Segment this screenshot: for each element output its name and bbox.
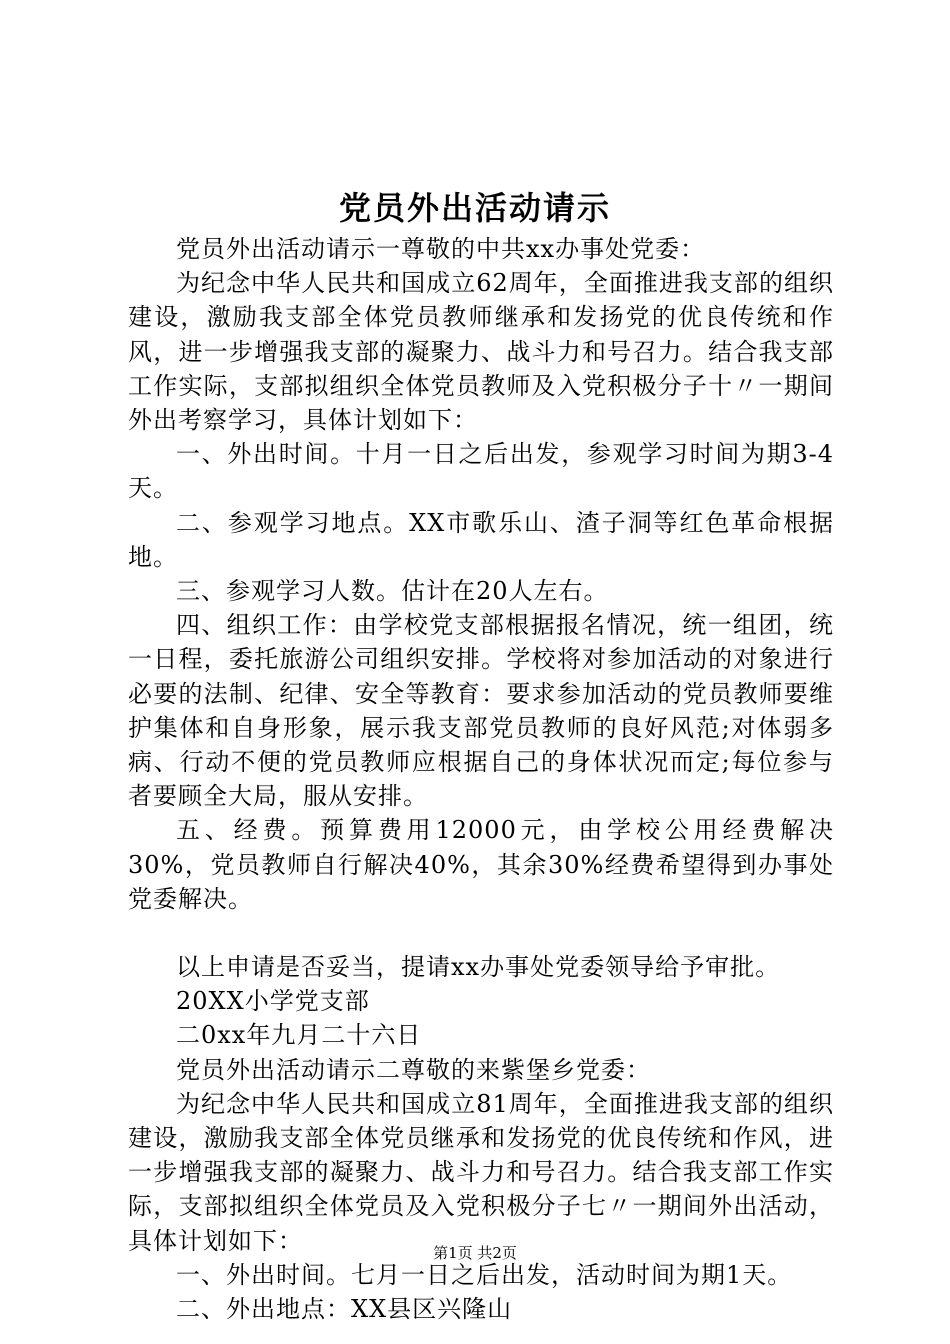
paragraph-item-place-2: 二、外出地点：XX县区兴隆山 [176, 1295, 513, 1324]
page-footer: 第1页 共2页 [433, 1244, 517, 1262]
paragraph-item-funding-1: 五、经费。预算费用12000元，由学校公用经费解决30%，党员教师自行解决40%，其余30%经费希望得到办事处党委解决。 [128, 816, 834, 913]
paragraph-item-people-1: 三、参观学习人数。估计在20人左右。 [176, 577, 609, 606]
paragraph-salutation-1: 党员外出活动请示一尊敬的中共xx办事处党委： [176, 235, 706, 263]
paragraph-salutation-2: 党员外出活动请示二尊敬的来紫堡乡党委： [176, 1055, 651, 1084]
paragraph-item-organization-1: 四、组织工作：由学校党支部根据报名情况，统一组团，统一日程，委托旅游公司组织安排。学校将对参加活动的对象进行必要的法制、纪律、安全等教育：要求参加活动的党员教师要维护集体和自身形象，展示我支部党员教师的良好风范;对体弱多病、行动不便的党员教师应根据自己的身体状况而定;每位参与者要顾全大局，服从安排。 [128, 611, 834, 811]
paragraph-intro-2: 为纪念中华人民共和国成立81周年，全面推进我支部的组织建设，激励我支部全体党员继承和发扬党的优良传统和作风，进一步增强我支部的凝聚力、战斗力和号召力。结合我支部工作实际，支部拟组织全体党员及入党积极分子七〃一期间外出活动，具体计划如下： [128, 1089, 834, 1255]
paragraph-item-time-1: 一、外出时间。十月一日之后出发，参观学习时间为期3-4天。 [128, 440, 834, 503]
document-body [128, 232, 834, 1326]
paragraph-signature-org: 20XX小学党支部 [176, 987, 370, 1016]
paragraph-intro-1: 为纪念中华人民共和国成立62周年，全面推进我支部的组织建设，激励我支部全体党员教师继承和发扬党的优良传统和作风，进一步增强我支部的凝聚力、战斗力和号召力。结合我支部工作实际，支部拟组织全体党员教师及入党积极分子十〃一期间外出考察学习，具体计划如下： [128, 269, 834, 435]
paragraph-signature-date: 二0xx年九月二十六日 [176, 1021, 422, 1050]
paragraph-item-time-2: 一、外出时间。七月一日之后出发，活动时间为期1天。 [176, 1260, 793, 1289]
paragraph-item-place-1: 二、参观学习地点。XX市歌乐山、渣子洞等红色革命根据地。 [128, 508, 834, 571]
document-title: 党员外出活动请示 [338, 189, 611, 227]
paragraph-request-approval: 以上申请是否妥当，提请xx办事处党委领导给予审批。 [176, 953, 781, 982]
